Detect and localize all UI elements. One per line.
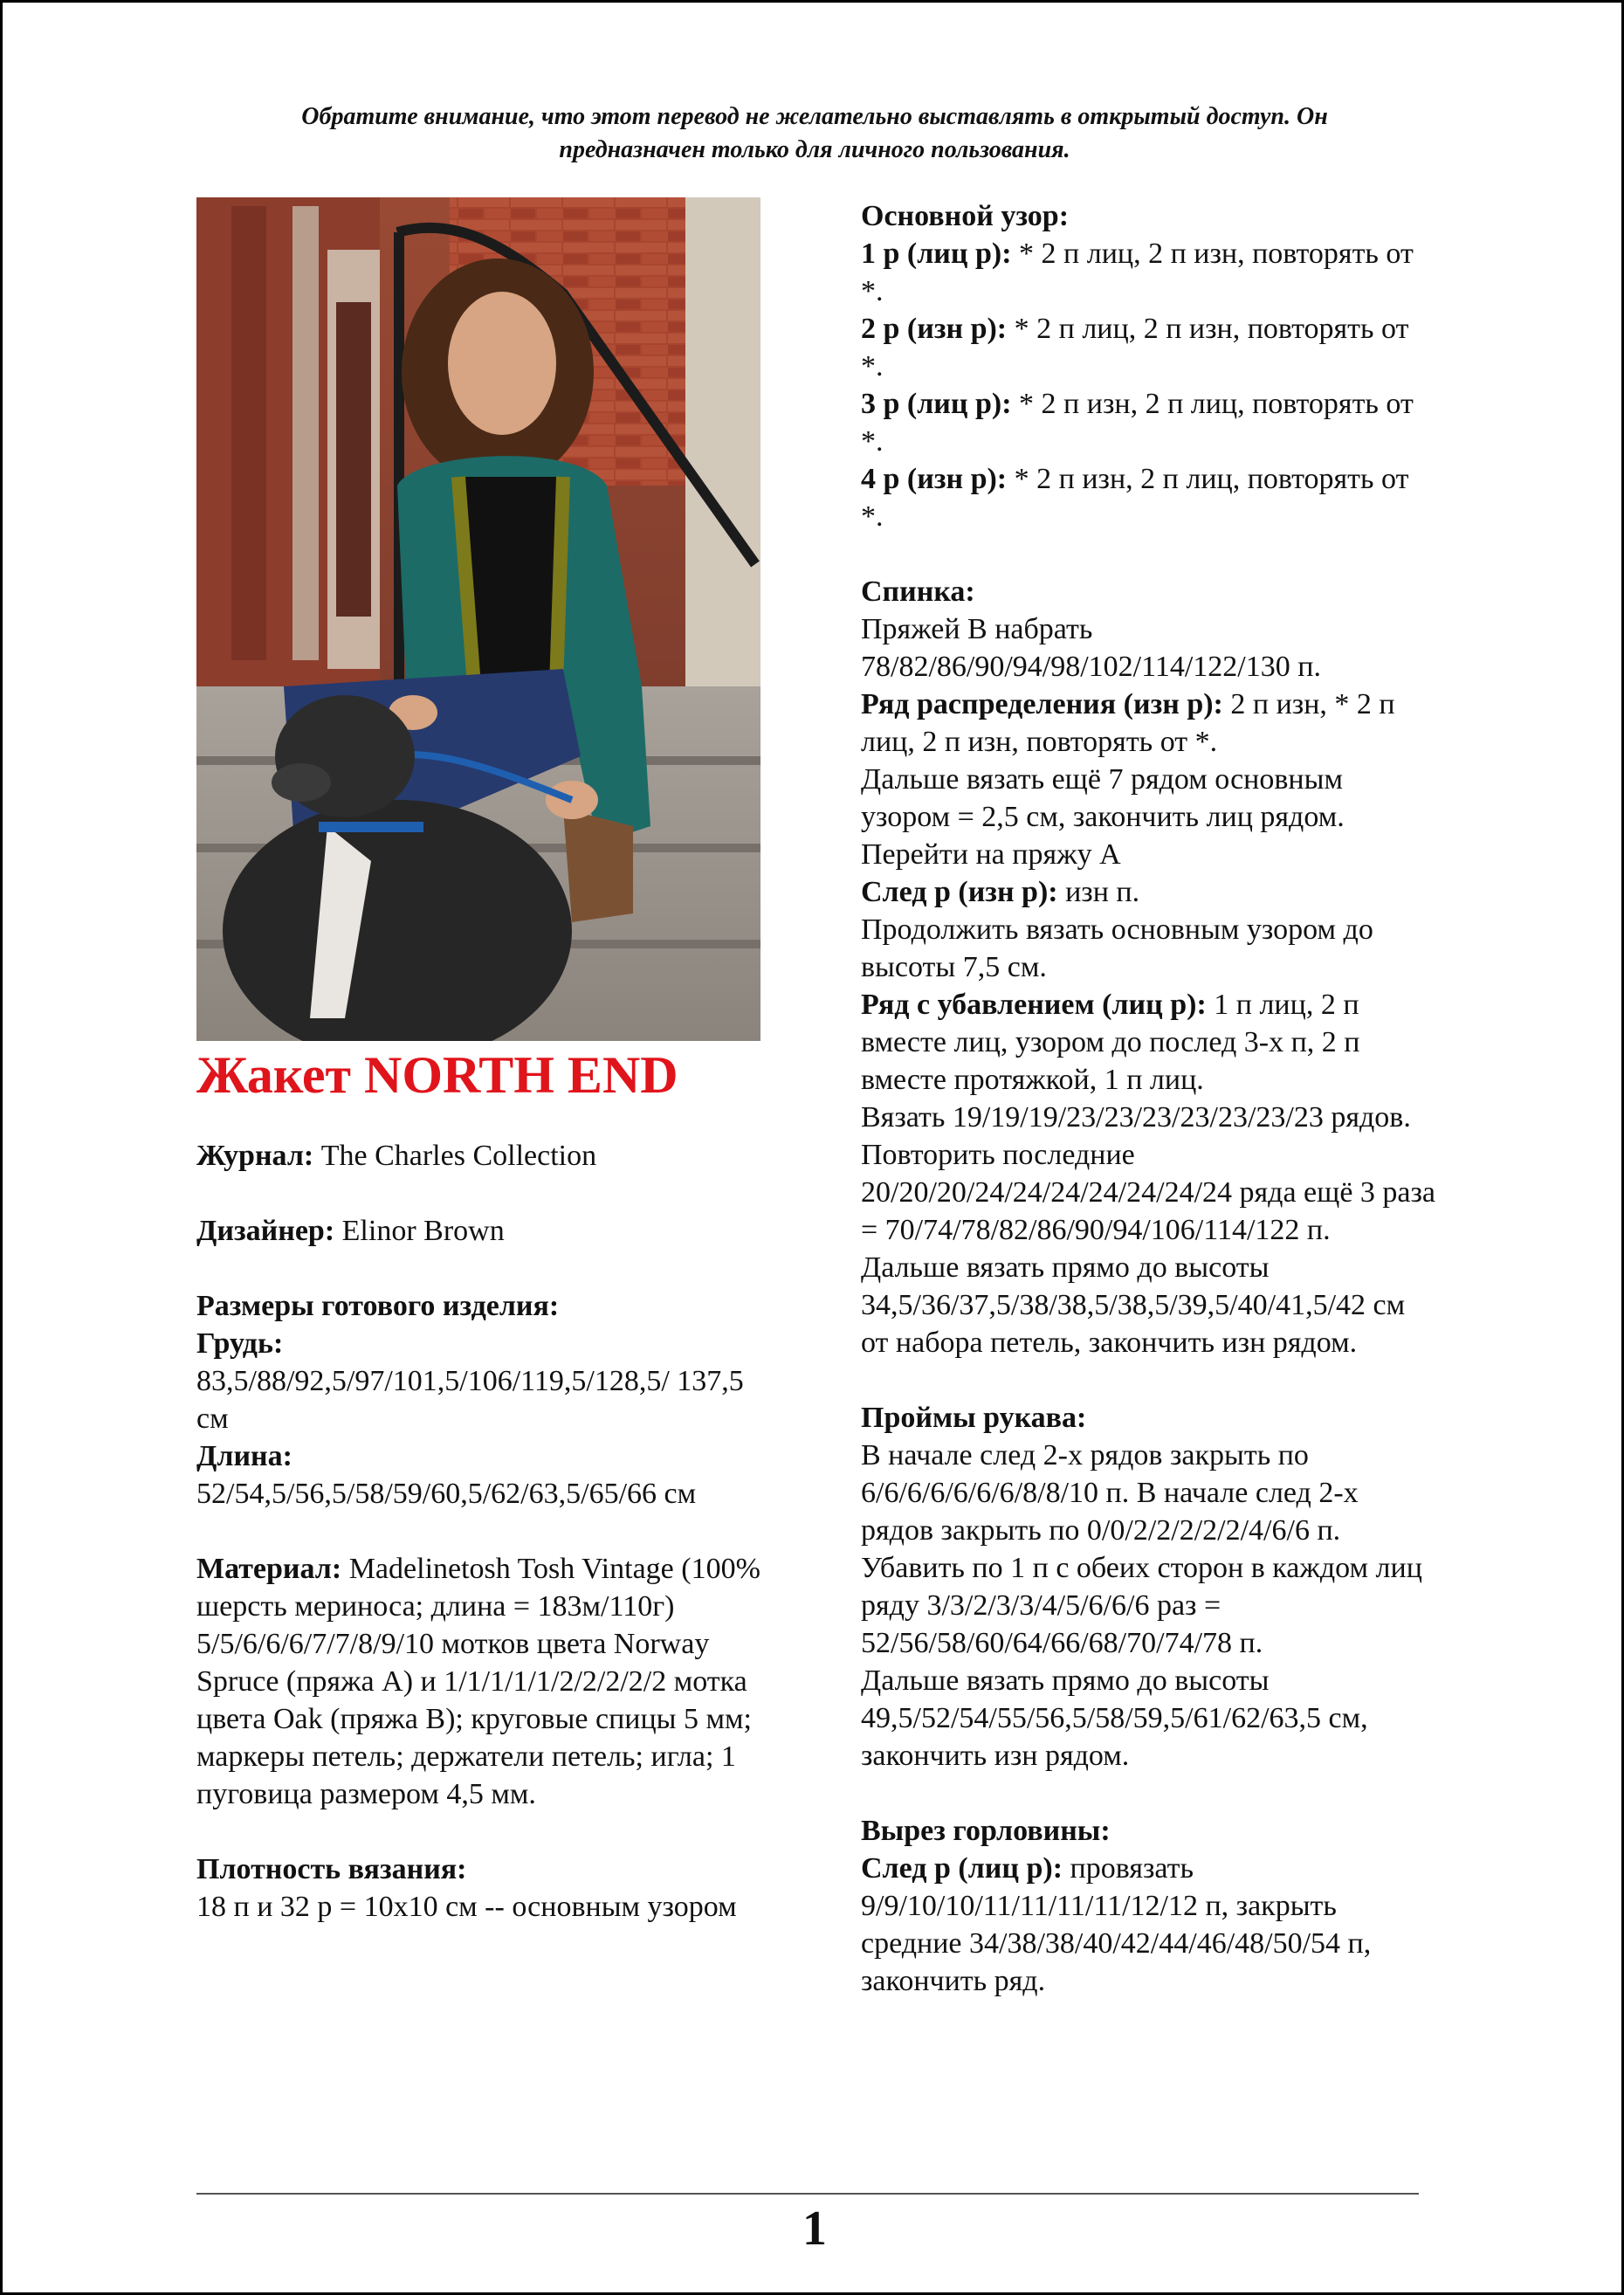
- pattern-row-label: 1 р (лиц р):: [861, 238, 1012, 270]
- sizes-heading: Размеры готового изделия:: [196, 1290, 560, 1322]
- pattern-row: [861, 385, 1437, 460]
- back-setup-text: 2 п изн, * 2 п лиц, 2 п изн, повторять от *.: [861, 688, 1395, 758]
- pattern-row-text: * 2 п изн, 2 п лиц, повторять от *.: [861, 388, 1414, 458]
- chest-value: 83,5/88/92,5/97/101,5/106/119,5/128,5/ 137,5 см: [196, 1365, 744, 1435]
- pattern-row: [861, 460, 1437, 535]
- material-paragraph: [196, 1550, 764, 1813]
- back-next-text: изн п.: [1057, 876, 1140, 908]
- length-value: 52/54,5/56,5/58/59/60,5/62/63,5/65/66 см: [196, 1478, 697, 1510]
- cover-photo-illustration: [196, 197, 760, 1041]
- armholes-text-1: В начале след 2-х рядов закрыть по 6/6/6/6/6/6/6/8/8/10 п. В начале след 2-х рядов закрыть по 0/0/2/2/2/2/2/4/6/6 п. Убавить по 1 п с обеих сторон в каждом лиц ряду 3/3/2/3/3/4/5/6/6/6 раз = 52/56/58/60/64/66/68/70/74/78 п.: [861, 1439, 1422, 1659]
- journal-label: Журнал:: [196, 1140, 314, 1172]
- designer-value: Elinor Brown: [334, 1215, 505, 1247]
- material-label: Материал:: [196, 1553, 342, 1585]
- notice-line-1: Обратите внимание, что этот перевод не желательно выставлять в открытый доступ. Он: [301, 103, 1328, 130]
- translation-notice: [177, 100, 1452, 167]
- neck-row-label: След р (лиц р):: [861, 1852, 1063, 1885]
- back-next-label: След р (изн р):: [861, 876, 1058, 908]
- back-knit-rows: Вязать 19/19/19/23/23/23/23/23/23/23 рядов.: [861, 1101, 1411, 1134]
- back-decrease-label: Ряд с убавлением (лиц р):: [861, 989, 1207, 1021]
- left-column: [196, 1137, 764, 1926]
- journal-value: The Charles Collection: [313, 1140, 597, 1172]
- material-value: Madelinetosh Tosh Vintage (100% шерсть мериноса; длина = 183м/110г) 5/5/6/6/6/7/7/8/9/10 мотков цвета Norway Spruce (пряжа А) и 1/1/1/1/1/2/2/2/2/2 мотка цвета Oak (пряжа В); круговые спицы 5 мм; маркеры петель; держатели петель; игла; 1 пуговица размером 4,5 мм.: [196, 1553, 760, 1810]
- back-decrease-row: [861, 986, 1437, 1099]
- neck-row: [861, 1850, 1437, 2000]
- back-setup-row: [861, 686, 1437, 761]
- pattern-row: [861, 310, 1437, 385]
- back-continue-pattern: Продолжить вязать основным узором до высоты 7,5 см.: [861, 913, 1373, 983]
- pattern-row-label: 4 р (изн р):: [861, 463, 1008, 495]
- pattern-row-label: 3 р (лиц р):: [861, 388, 1012, 420]
- pattern-row-text: * 2 п лиц, 2 п изн, повторять от *.: [861, 313, 1409, 382]
- back-switch-yarn: Перейти на пряжу А: [861, 838, 1121, 871]
- armholes-heading: Проймы рукава:: [861, 1402, 1087, 1434]
- designer-label: Дизайнер:: [196, 1215, 335, 1247]
- right-column: [861, 197, 1437, 2000]
- pattern-row-label: 2 р (изн р):: [861, 313, 1008, 345]
- pattern-heading: Основной узор:: [861, 200, 1070, 232]
- page-number: 1: [802, 2202, 827, 2256]
- journal-line: [196, 1137, 764, 1175]
- back-decrease-text: 1 п лиц, 2 п вместе лиц, узором до послед 3-х п, 2 п вместе протяжкой, 1 п лиц.: [861, 989, 1360, 1096]
- pattern-row: [861, 235, 1437, 310]
- back-next-row: [861, 873, 1437, 911]
- notice-line-2: предназначен только для личного пользования.: [559, 136, 1070, 163]
- pattern-row-text: * 2 п изн, 2 п лиц, повторять от *.: [861, 463, 1409, 533]
- designer-line: [196, 1212, 764, 1250]
- back-setup-label: Ряд распределения (изн р):: [861, 688, 1223, 720]
- armholes-text-2: Дальше вязать прямо до высоты 49,5/52/54/55/56,5/58/59,5/61/62/63,5 см, закончить изн рядом.: [861, 1664, 1368, 1772]
- gauge-heading: Плотность вязания:: [196, 1853, 467, 1885]
- cover-photo: [196, 197, 760, 1041]
- back-continue: Дальше вязать ещё 7 рядом основным узором = 2,5 см, закончить лиц рядом.: [861, 763, 1345, 833]
- chest-label: Грудь:: [196, 1327, 284, 1360]
- pattern-title: Жакет NORTH END: [196, 1046, 678, 1104]
- back-repeat: Повторить последние 20/20/20/24/24/24/24/24/24/24 ряда ещё 3 раза = 70/74/78/82/86/90/94/106/114/122 п.: [861, 1139, 1436, 1246]
- neck-heading: Вырез горловины:: [861, 1815, 1111, 1847]
- length-label: Длина:: [196, 1440, 292, 1472]
- back-straight: Дальше вязать прямо до высоты 34,5/36/37,5/38/38,5/38,5/39,5/40/41,5/42 см от набора петель, закончить изн рядом.: [861, 1251, 1406, 1359]
- neck-row-text: провязать 9/9/10/10/11/11/11/11/12/12 п, закрыть средние 34/38/38/40/42/44/46/48/50/54 п, закончить ряд.: [861, 1852, 1372, 1997]
- gauge-value: 18 п и 32 р = 10х10 см -- основным узором: [196, 1891, 737, 1923]
- back-heading: Спинка:: [861, 575, 975, 608]
- footer-divider: [196, 2193, 1419, 2195]
- back-cast-on: Пряжей В набрать 78/82/86/90/94/98/102/114/122/130 п.: [861, 613, 1321, 683]
- pattern-row-text: * 2 п лиц, 2 п изн, повторять от *.: [861, 238, 1414, 307]
